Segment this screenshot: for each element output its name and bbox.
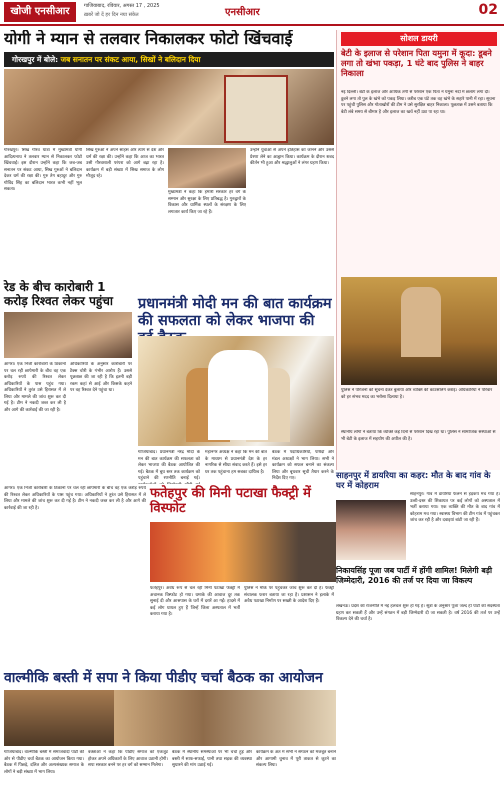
- modi-column-1: गाजियाबाद। प्रधानमंत्री नरेंद्र मोदी के मन की बात कार्यक्रम की सफलता को लेकर भाजपा की बैठक आयोजित की गई। बैठक में बूथ स्तर तक कार्यक्रम को पहुंचाने की रणनीति बनाई गई।: [138, 450, 200, 481]
- social-diary-sidebar: [336, 30, 500, 470]
- lead-banner-highlight: जब सनातन पर संकट आया, सिखों ने बलिदान दिया: [60, 55, 201, 64]
- factory-blast-headline: फतेहपुर की मिनी पटाखा फैक्ट्री में विस्फोट: [150, 486, 311, 516]
- sidebar-photo: [341, 277, 497, 385]
- pda-column-3: बैठक में स्थानीय समस्याओं पर भी चर्चा हुई और बस्ती में साफ-सफाई, पानी तथा सड़क की व्यवस्था सुधारने की मांग उठाई गई।: [172, 750, 252, 768]
- modi-column-3: बैठक में पदाधिकारियों, पार्षदों और मंडल अध्यक्षों ने भाग लिया। सभी ने कार्यक्रम को सफल बनाने का संकल्प लिया और बूथवार सूची तैयार करने के निर्देश दिए गए।: [272, 450, 334, 481]
- modi-meeting-headline: प्रधानमंत्री मोदी मन की बात कार्यक्रम की सफलता को लेकर भाजपा की: [138, 296, 332, 329]
- tagline: ख़बरें जो दें हर दिन नया संकेत: [84, 12, 139, 18]
- bribe-column-1: आगरा। एक निजी कारोबारी के ठिकानों पर चल रही छापेमारी के बीच वह एक करोड़ रुपये की रिश्वत लेकर अधिकारियों के पास पहुंच गया। अधिकारियों ने तुरंत उसे हिरासत में ले लिया और मामले की जांच शुरू कर दी गई है। टीम ने नकदी जब्त कर ली है और आगे की कार्रवाई की जा रही है।: [4, 362, 66, 413]
- politics-headline: निकायसिंह पूजा जब पार्टी में होंगी शामिल! मिलेगी बड़ी जिम्मेदारी, 2016 की तर्ज पर दिया जा विकल्प: [336, 566, 492, 585]
- factory-column-2: पुलिस ने मौके पर पहुंचकर जांच शुरू कर दी है। फैक्ट्री संचालक फरार बताया जा रहा है। प्रशासन ने इलाके में अवैध पटाखा निर्माण पर सख्ती के आदेश दिए हैं।: [244, 586, 334, 604]
- factory-column-1: फतेहपुर। अवैध रूप से चल रही मिनी पटाखा फैक्ट्री में अचानक विस्फोट हो गया। धमाके की आवाज दूर तक सुनाई दी और आसपास के घरों में दरारें आ गईं। हादसे में कई लोग घायल हुए हैं जिन्हें जिला अस्पताल में भर्ती कराया गया है।: [150, 586, 240, 617]
- sidebar-text-1: नई दिल्ली। बेटी के इलाज और आर्थिक तंगी से परेशान एक पिता ने यमुना नदी में छलांग लगा दी। डूबने लगा तो पुल के खंभे को पकड़ लिया। करीब एक घंटे तक वह खंभे के सहारे पानी में रहा। सूचना पर पहुंची पुलिस और गोताखोरों की टीम ने उसे सुरक्षित बाहर निकाला। पूछताछ में उसने बताया कि बेटी लंबे समय से बीमार है और इलाज का खर्च नहीं उठा पा रहा था।: [341, 90, 496, 115]
- section-name: एनसीआर: [225, 7, 260, 18]
- brand-logo: खोजी एनसीआर: [4, 2, 76, 22]
- bribe-continued-text: आगरा। एक निजी कारोबारी के ठिकानों पर चल रही छापेमारी के बीच वह एक करोड़ रुपये की रिश्वत लेकर अधिकारियों के पास पहुंच गया। अधिकारियों ने तुरंत उसे हिरासत में ले लिया और मामले की जांच शुरू कर दी गई है। टीम ने नकदी जब्त कर ली है और आगे की कार्रवाई की जा रही है।: [4, 486, 146, 511]
- date-line: गाजियाबाद, रविवार, अगस्त 17 , 2025: [84, 3, 160, 9]
- politics-text: लखनऊ। प्रदेश की राजनीति में नई हलचल शुरू हो गई है। सूत्रों के अनुसार पूजा जल्द ही पार्टी की सदस्यता ग्रहण कर सकती हैं और उन्हें संगठन में बड़ी जिम्मेदारी दी जा सकती है। वर्ष 2016 की तर्ज पर उन्हें विकल्प देने की चर्चा है।: [336, 604, 500, 622]
- lead-column-1: गोरखपुर। सिख गौरव यात्रा में मुख्यमंत्री योगी आदित्यनाथ ने तलवार म्यान से निकालकर फोटो खिंचवाई। इस दौरान उन्होंने कहा कि जब-जब सनातन पर संकट आया, सिख गुरुओं ने बलिदान देकर धर्म की रक्षा की। गुरु तेग बहादुर और गुरु गोविंद सिंह का बलिदान भारत कभी नहीं भूल सकता।: [4, 148, 82, 192]
- factory-blast-photo: [150, 522, 336, 582]
- lead-headline: योगी ने म्यान से तलवार निकालकर फोटो खिंचवाई: [4, 30, 293, 48]
- pda-column-2: वक्ताओं ने कहा कि पीडीए समाज को एकजुट होकर अपने अधिकारों के लिए आवाज उठानी होगी। सपा सरकार बनने पर हर वर्ग को सम्मान मिलेगा।: [88, 750, 168, 768]
- diarrhea-headline: साहनपुर में डायरिया का कहर: मौत के बाद गांव के घर में कोहराम: [336, 470, 491, 490]
- sidebar-text-3: स्थानीय लोगों ने बताया कि व्यक्ति कई दिनों से परेशान दिख रहा था। पुलिस ने सामाजिक संस्थाओं से भी बेटी के इलाज में सहयोग की अपील की है।: [341, 430, 496, 442]
- lead-column-4: उन्होंने युवाओं से अपने इतिहास को जानने और उससे प्रेरणा लेने का आह्वान किया। कार्यक्रम के दौरान शबद कीर्तन भी हुआ और श्रद्धालुओं ने लंगर ग्रहण किया।: [250, 148, 334, 166]
- sidebar-text-2: पुलिस ने परिजनों को सूचना देकर बुलाया और व्यक्ति की काउंसलिंग कराई। अधिकारियों ने परिवार को हर संभव मदद का भरोसा दिलाया है।: [341, 388, 493, 400]
- pda-speaker-photo: [4, 690, 114, 746]
- modi-column-2: महानगर अध्यक्ष ने कहा कि मन की बात के माध्यम से प्रधानमंत्री देश के हर नागरिक से सीधा संवाद करते हैं। इसे हर घर तक पहुंचाना हम सबका दायित्व है।: [205, 450, 267, 475]
- lead-photo: [4, 69, 334, 145]
- lead-column-3: मुख्यमंत्री ने कहा कि हमारी सरकार हर वर्ग के सम्मान और सुरक्षा के लिए प्रतिबद्ध है। गुरुद्वारों के विकास और धार्मिक स्थलों के संरक्षण के लिए लगातार कार्य किए जा रहे हैं।: [168, 190, 246, 215]
- pda-column-4: कार्यक्रम के अंत में सभी ने संगठन को मजबूत बनाने और आगामी चुनाव में पूरी ताकत से जुटने का संकल्प लिया।: [256, 750, 336, 768]
- page-number: 02: [478, 2, 498, 18]
- bribe-column-2: अधिकारियों के अनुसार कारोबारी पर टैक्स चोरी के गंभीर आरोप हैं। उससे पूछताछ की जा रही है कि इतनी बड़ी रकम कहां से आई और किसके कहने पर वह रिश्वत देने पहुंचा था।: [70, 362, 132, 393]
- diarrhea-text: साहनपुर। गांव में डायरिया फैलने से हड़कंप मच गया है। उल्टी-दस्त की शिकायत पर कई लोगों को अस्पताल में भर्ती कराया गया। एक व्यक्ति की मौत के बाद गांव में कोहराम मच गया। स्वास्थ्य विभाग की टीम गांव में पहुंचकर जांच कर रही है और दवाइयां बांटी जा रही हैं।: [410, 492, 500, 523]
- politician-photo: [336, 500, 406, 560]
- lead-banner-prefix: गोरखपुर में बोले:: [12, 55, 61, 64]
- modi-meeting-photo: [138, 336, 334, 446]
- bribe-headline: रेड के बीच कारोबारी 1 करोड़ रिश्वत लेकर पहुंचा: [4, 280, 113, 308]
- lead-inset-photo: [168, 148, 246, 188]
- lead-banner: [4, 52, 334, 67]
- lead-column-2: सिख गुरुओं ने अपने साहस और त्याग से देश और धर्म की रक्षा की। उन्होंने कहा कि आज का भारत उसी गौरवशाली परंपरा को आगे बढ़ा रहा है। कार्यक्रम में बड़ी संख्या में सिख समाज के लोग मौजूद रहे।: [86, 148, 164, 179]
- pda-column-1: गाजियाबाद। वाल्मीकि बस्ती में समाजवादी पार्टी की ओर से पीडीए चर्चा बैठक का आयोजन किया गया। बैठक में पिछड़े, दलित और अल्पसंख्यक समाज के लोगों ने बड़ी संख्या में भाग लिया।: [4, 750, 84, 775]
- pda-meeting-headline: वाल्मीकि बस्ती में सपा ने किया पीडीए चर्चा बैठक का आयोजन: [4, 670, 323, 686]
- sidebar-tag: सोशल डायरी: [341, 32, 497, 46]
- sidebar-headline: बेटी के इलाज से परेशान पिता यमुना में कूदा: डूबने लगा तो खंभा पकड़ा, 1 घंटे बाद पुलिस ने बाहर निकाला: [341, 48, 492, 78]
- bribe-photo: [4, 312, 132, 358]
- masthead: [0, 0, 504, 26]
